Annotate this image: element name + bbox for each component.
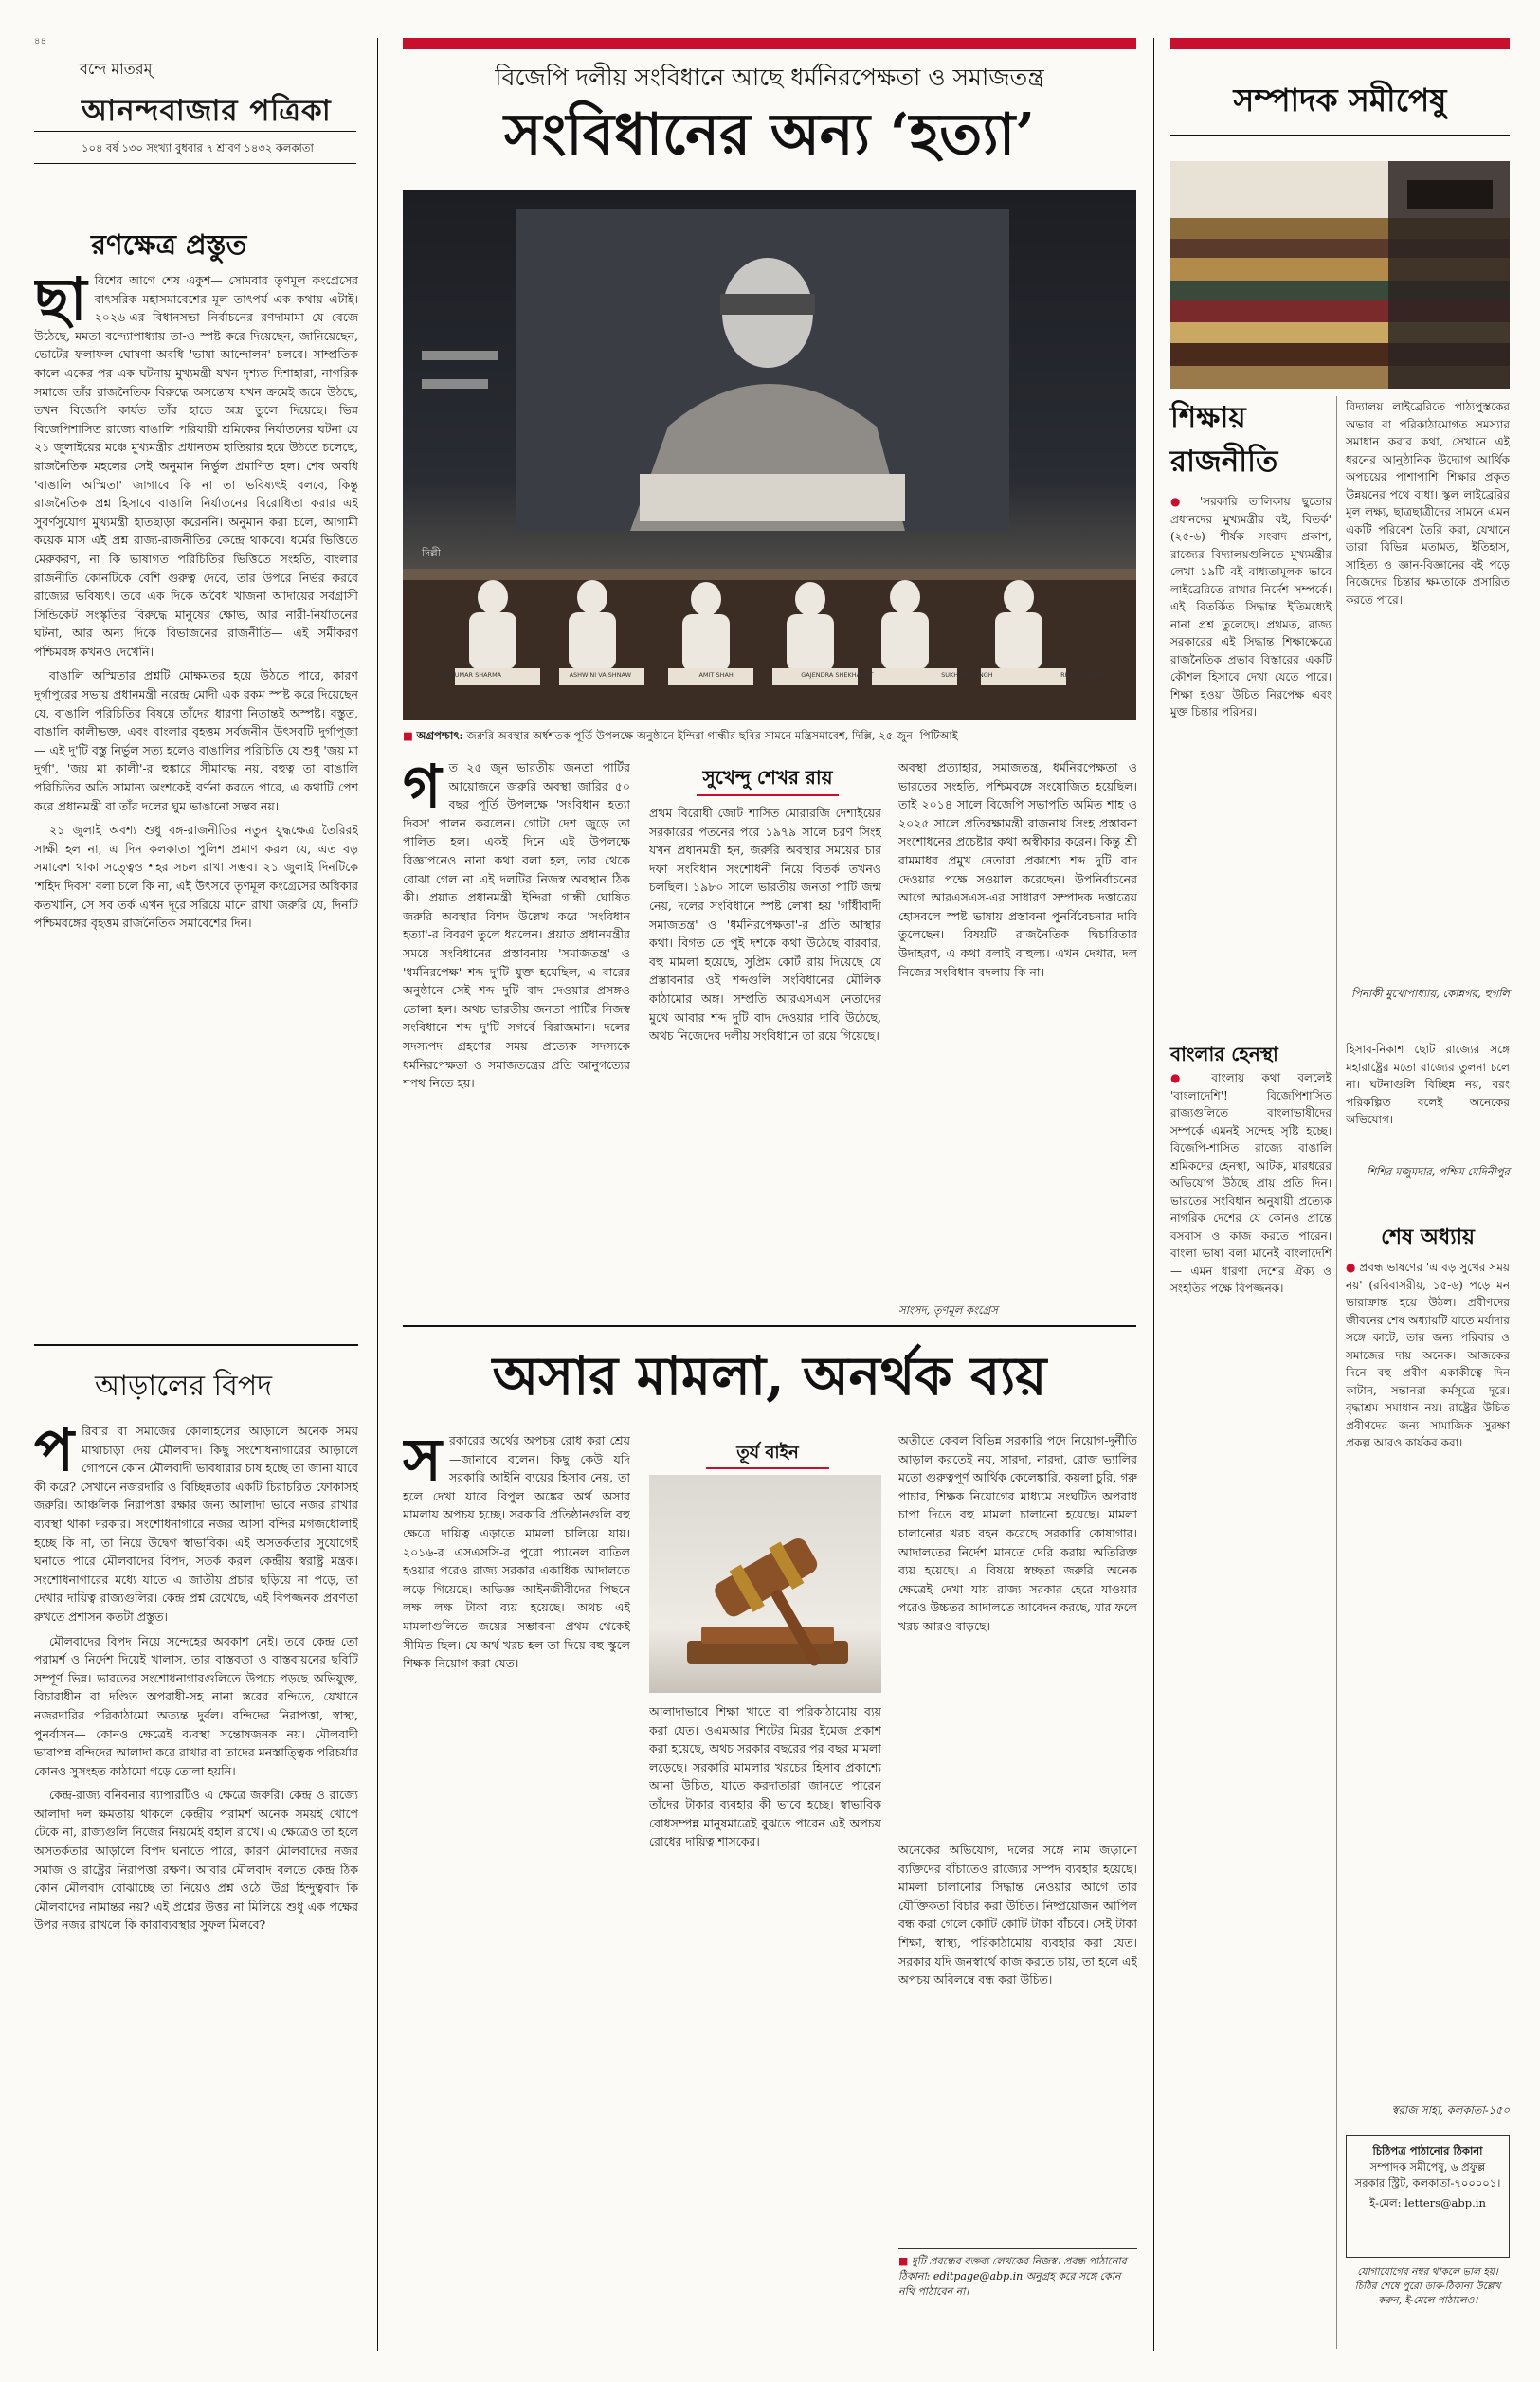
books-photo (1170, 161, 1510, 389)
editorial-1-paragraph: ২১ জুলাই অবশ্য শুধু বঙ্গ-রাজনীতির নতুন যুদ্ধক্ষেত্র তৈরিরই সাক্ষী হল না, এ দিন কলকাতা পুলিশ প্রমাণ করল যে, এত বড় সমাবেশ থাকা সত্ত্বেও শহর সচল রাখা সম্ভব। ২১ জুলাই দিনটিকে 'শহিদ দিবস' বলা চলে কি না, এই উৎসবে তৃণমূল কংগ্রেসের অধিকার কতখানি, সে সব তর্ক এখন দূরে সরিয়ে মানে রাখা জরুরি যে, দিনটি পশ্চিমবঙ্গের বৃহত্তম রাজনৈতিক সমাবেশের দিন। (34, 823, 358, 931)
masthead-rule (34, 131, 356, 132)
byline-rule (697, 794, 839, 796)
editorial-2-paragraph: কেন্দ্র-রাজ্য বনিবনার ব্যাপারটিও এ ক্ষেত্রে জরুরি। কেন্দ্র ও রাজ্যে আলাদা দল ক্ষমতায় থাকলে কেন্দ্রীয় পরামর্শ অনেক সময়ই খোপে টেকে না, রাজ্যগুলি নিজের নিয়মেই বহাল রাখে। এ ক্ষেত্রেও তা হলে অসতর্কতার আড়ালে বিপদ ঘনাতে পারে, কারণ মৌলবাদের নজর সমাজ ও রাষ্ট্রের নিরাপত্তা রক্ষণ। আবার মৌলবাদ বলতে কেন্দ্র ঠিক কোন মৌলবাদ বোঝাচ্ছে তা নিয়েও প্রশ্ন ওঠে। উগ্র হিন্দুত্ববাদ কি মৌলবাদের নামান্তর নয়? এই প্রশ্নের উত্তর না মিলিয়ে শুধু এক পক্ষের উপর নজর রাখলে কি কারাব্যবস্থার সুফল মিলবে? (34, 1788, 358, 1933)
second-byline-rule (706, 1467, 829, 1469)
address-label: চিঠিপত্র পাঠানোর ঠিকানা (1372, 2144, 1483, 2157)
editorial-2-body (34, 1422, 358, 2346)
lead-col-3 (898, 758, 1137, 1299)
address-email: ই-মেল: letters@abp.in (1369, 2196, 1486, 2209)
dais-nameplate: AMIT SHAH (698, 671, 734, 679)
lead-divider (403, 1325, 1136, 1327)
second-col-3-text: অতীতে কেবল বিভিন্ন সরকারি পদে নিয়োগ-দুর্নীতি আড়াল করতেই নয়, সারদা, নারদা, রোজ ভ্যালির মতো গুরুত্বপূর্ণ আর্থিক কেলেঙ্কারি, কয়লা চুরি, গরু পাচার, শিক্ষক নিয়োগের মাধ্যমে সংঘটিত অপরাধ চাপা দিতে বহু মামলা চালানো হয়েছে। মামলা চালানোর খরচ বহন করেছে সরকারি কোষাগার। আদালতের নির্দেশ মানতে দেরি করায় অতিরিক্ত ব্যয় হয়েছে। এ বিষয়ে স্বচ্ছতা জরুরি। অনেক ক্ষেত্রেই দেখা যায় রাজ্য সরকার হেরে যাওয়ার পরেও উচ্চতর আদালতে আবেদন করছে, যার ফলে খরচ আরও বাড়ছে। (898, 1433, 1137, 1633)
caption-label: অগ্রপশ্চাৎ: (416, 729, 463, 742)
letters-title-rule (1170, 135, 1510, 136)
editorial-2-title: আড়ালের বিপদ (95, 1370, 272, 1403)
gavel-photo (649, 1475, 881, 1693)
letter-1-title: শিক্ষায় রাজনীতি (1170, 401, 1278, 479)
second-col-4-text: অনেকের অভিযোগ, দলের সঙ্গে নাম জড়ানো ব্যক্তিদের বাঁচাতেও রাজ্যের সম্পদ ব্যবহার হয়েছে। মামলা চালানোর সিদ্ধান্ত নেওয়ার আগে তার যৌক্তিকতা বিচার করা উচিত। নিষ্প্রয়োজন আপিল বন্ধ করা গেলে কোটি কোটি টাকা বাঁচবে। সেই টাকা শিক্ষা, স্বাস্থ্য, পরিকাঠামোয় ব্যবহার করা যেত। সরকার যদি জনস্বার্থে কাজ করতে চায়, তা হলে এই অপচয় অবিলম্বে বন্ধ করা উচিত। (898, 1843, 1137, 1988)
address-note: যোগাযোগের নম্বর থাকলে ভাল হয়। চিঠির শেষে পুরো ডাক-ঠিকানা উল্লেখ করুন, ই-মেলে পাঠালেও। (1354, 2266, 1501, 2306)
editorial-divider (34, 1344, 358, 1346)
letter-bullet: ● (1170, 495, 1188, 508)
editorial-2-paragraph: রিবার বা সমাজের কোলাহলের আড়ালে অনেক সময় মাথাচাড়া দেয় মৌলবাদ। কিছু সংশোধনাগারের আড়ালে গোপনে কোন মৌলবাদী ভাবধারার চাষ হচ্ছে তা জানা যাবে কী করে? সেখানে নজরদারি ও বিচ্ছিন্নতার একটি চিরাচরিত ফোকাসই জরুরি। আঞ্চলিক নিরাপত্তা রক্ষার জন্য আলাদা ভাবে নজর রাখার ব্যবস্থা থাকা দরকার। সংশোধনাগারে নজর আসা বন্দির মগজধোলাই হচ্ছে কি না, তা নিয়ে উদ্বেগ স্বাভাবিক। এই অসতর্কতার সুযোগেই ঘনাতে পারে মৌলবাদের বিপদ, সতর্ক করল কেন্দ্রীয় স্বরাষ্ট্র মন্ত্রক। সংশোধনাগারের মধ্যে যাতে এ জাতীয় প্রচার ছড়িয়ে না পড়ে, তা দেখার দায়িত্ব রাজ্যগুলির। কেন্দ্র প্রশ্ন রেখেছে, এই বিপজ্জনক প্রবণতা রুখতে প্রশাসন কতটা প্রস্তুত। (34, 1424, 358, 1624)
caption-text: জরুরি অবস্থার অর্ধশতক পূর্তি উপলক্ষে অনুষ্ঠানে ইন্দিরা গান্ধীর ছবির সামনে মন্ত্রিসমাবেশ, দিল্লি, ২৫ জুন। পিটিআই (466, 729, 958, 742)
dais-nameplates (441, 671, 1104, 679)
letter-1-signature: পিনাকী মুখোপাধ্যায়, কোন্নগর, হুগলি (1350, 987, 1510, 1000)
column-divider-right (1153, 38, 1154, 2351)
editorial-1-paragraph: বিশের আগে শেষ একুশ— সোমবার তৃণমূল কংগ্রেসের বাৎসরিক মহাসমাবেশের মূল তাৎপর্য এক কথায় এটাই। ২০২৬-এর বিধানসভা নির্বাচনের রণদামামা যে বেজে উঠেছে, মমতা বন্দ্যোপাধ্যায় তা-ও স্পষ্ট করে দিয়েছেন, জানিয়েছেন, ভোটের ফলাফল ঘোষণা অবধি 'ভাষা আন্দোলন' চলবে। সাম্প্রতিক কালে একের পর এক ঘটনায় মুখ্যমন্ত্রী যখন দৃশ্যত দিশাহারা, নাগরিক সমাজে তাঁর রাজনৈতিক বিরুদ্ধে অসন্তোষ যখন ক্রমেই জমে উঠছে, তখন বিজেপি কার্যত তাঁর হাতে অস্ত্র তুলে দিয়েছে। ভিন্ন বিজেপিশাসিত রাজ্যে বাঙালি পরিযায়ী শ্রমিকের নির্যাতনের ঘটনা যে ২১ জুলাইয়ের মঞ্চে মুখ্যমন্ত্রীর প্রধানতম হাতিয়ার হয়ে উঠতে চলেছে, রাজনৈতিক মহলের সেই অনুমান নির্ভুল প্রমাণিত হল। শেষ অবধি 'বাঙালি অস্মিতা' জাগাবে কি না তা ভবিষ্যৎই বলবে, কিন্তু রাজনৈতিক প্রশ্ন হিসাবে বাঙালি নির্যাতনের বিরোধিতা করার এই সুবর্ণসুযোগ মুখ্যমন্ত্রী হাতছাড়া করেননি। অনুমান করা চলে, আগামী কয়েক মাস এই প্রশ্ন রাজ্য-রাজনীতির কেন্দ্রে থাকবে। ধর্মের ভিত্তিতে মেরুকরণ, না কি ভাষাগত পরিচিতির ভিত্তিতে সংহতি, বাংলার রাজনীতি কোনটিকে বেশি গুরুত্ব দেবে, তার উপরে নির্ভর করবে রাজ্যের ভবিষ্যৎ। তবে এক দিকে অবৈধ খাজনা আদায়ের সর্বগ্রাসী সিন্ডিকেট সংস্কৃতির বিরুদ্ধে মানুষের ক্ষোভ, আর নারী-নির্যাতনের ঘটনা, আর অন্য দিকে বিভাজনের রাজনীতি— এই সমীকরণ পশ্চিমবঙ্গ কখনও দেখেনি। (34, 273, 358, 659)
second-col-2 (649, 1702, 881, 2323)
letters-column-divider (1336, 396, 1337, 2349)
letter-1-body (1170, 493, 1332, 1028)
lead-headline: সংবিধানের অন্য ‘হত্যা’ (503, 101, 1036, 168)
caption-marker: ■ (403, 729, 417, 742)
letter-bullet: ● (1170, 1071, 1194, 1084)
editorial-1-body (34, 271, 358, 1342)
second-dropcap: স (403, 1431, 442, 1494)
lead-col-2-text: প্রথম বিরোধী জোট শাসিত মোরারজি দেশাইয়ের সরকারের পতনের পরে ১৯৭৯ সালে চরণ সিংহ যখন প্রধানমন্ত্রী হন, জরুরি অবস্থার সময়ের চার দফা সংবিধান সংশোধনী নিয়ে বিতর্ক তখনও চলছিল। ১৯৮০ সালে ভারতীয় জনতা পার্টি জন্ম নেয়, দলের সংবিধানে স্পষ্ট লেখা হয় 'গাঁধীবাদী সমাজতন্ত্র' ও 'ধর্মনিরপেক্ষতা'-র প্রতি আস্থার কথা। বিগত তে পুই দশকে কথা উঠেছে বারবার, বহু মামলা হয়েছে, সুপ্রিম কোর্ট রায় দিয়েছে যে প্রস্তাবনার ওই শব্দগুলি সংবিধানের মৌলিক কাঠামোর অঙ্গ। সম্প্রতি আরএসএস নেতাদের মুখে আবার শব্দ দুটি বাদ দেওয়ার দাবি উঠেছে, অথচ নিজেদের দলীয় সংবিধানে তা রয়ে গিয়েছে। (649, 806, 881, 1044)
second-col-1 (403, 1431, 630, 2322)
letter-1-body-cont (1346, 398, 1510, 981)
letter-3-text: প্রবন্ধ ভাষণের 'এ বড় সুখের সময় নয়' (রবিবাসরীয়, ১৫-৬) পড়ে মন ভারাক্রান্ত হয়ে উঠল। প্রবীণদের জীবনের শেষ অধ্যায়টি যাতে মর্যাদার সঙ্গে কাটে, তার জন্য পরিবার ও সমাজের দায় অনেক। আজকের দিনে বহু প্রবীণ একাকীত্বে দিন কাটান, সন্তানরা কর্মসূত্রে দূরে। বৃদ্ধাশ্রম সমাধান নয়। রাষ্ট্রের উচিত প্রবীণদের জন্য সামাজিক সুরক্ষা প্রকল্প আরও কার্যকর করা। (1346, 1261, 1510, 1449)
dais-nameplate: SUKHDEV SINGH (941, 671, 993, 679)
editorial-title: রণক্ষেত্র প্রস্তুত (91, 228, 247, 261)
second-byline: তূর্য বাইন (736, 1443, 799, 1463)
editorial-2-dropcap: প (34, 1422, 75, 1484)
letters-section-title: সম্পাদক সমীপেষু (1233, 82, 1447, 118)
letter-2-title: বাংলার হেনস্থা (1170, 1043, 1278, 1065)
lead-col-1-text: ত ২৫ জুন ভারতীয় জনতা পার্টির আয়োজনে জরুরি অবস্থা জারির ৫০ বছর পূর্তি উপলক্ষে 'সংবিধান হত্যা দিবস' পালন করলেন। গোটা দেশ জুড়ে তা পালিত হল। একই দিনে এই উপলক্ষে বিজ্ঞাপনেও নানা কথা বলা হল, তার থেকে বোঝা গেল না এই দলটির নিজস্ব অবস্থান ঠিক কী। প্রয়াত প্রধানমন্ত্রী ইন্দিরা গান্ধী ঘোষিত জরুরি অবস্থার বিশদ উল্লেখ করে 'সংবিধান হত্যা'-র বিবরণ তুলে ধরলেন। প্রয়াত প্রধানমন্ত্রীর সময়ে সংবিধানের প্রস্তাবনায় 'সমাজতন্ত্র' ও 'ধর্মনিরপেক্ষ' শব্দ দু'টি যুক্ত হয়েছিল, এ বারের অনুষ্ঠানে সেই শব্দ দুটি বাদ দেওয়ার প্রসঙ্গও তোলা হল। অথচ ভারতীয় জনতা পার্টির নিজস্ব সংবিধানে শব্দ দু'টি সগর্বে বিরাজমান। দলের সদস্যপদ গ্রহণের সময় প্রত্যেক সদস্যকে ধর্মনিরপেক্ষতা ও সমাজতন্ত্রের প্রতি আনুগত্যের শপথ নিতে হয়। (403, 760, 630, 1091)
column-divider-left (377, 38, 378, 2351)
editorial-1-paragraph: বাঙালি অস্মিতার প্রশ্নটি মোক্ষমতর হয়ে উঠতে পারে, কারণ দুর্গাপুরের সভায় প্রধানমন্ত্রী নরেন্দ্র মোদী এক রকম স্পষ্ট করে দিয়েছেন যে, বাঙালি পরিচিতির বিষয়ে তাঁদের ধারণা নিতান্তই অস্পষ্ট। বস্তুত, বাঙালি কালীভক্ত, এবং বাংলার বৃহত্তম সর্বজনীন উৎসবটি দুর্গাপূজা— এই দু'টি বস্তু নির্ভুল সত্য হলেও বাঙালির পরিচিতি যে শুধু 'জয় মা দুর্গা', 'জয় মা কালী'-র হুঙ্কারে সীমাবদ্ধ নয়, বহুত্ব তা বাঙালি পরিচিতির অতি সামান্য অংশকেই বর্ণনা করতে পারে, এ কথাটি পেশ করে প্রধানমন্ত্রী বা তাঁর দলের ঘুম ভাঙানো সম্ভব নয়। (34, 668, 358, 813)
footer-note-text: দুটি প্রবন্ধের বক্তব্য লেখকের নিজস্ব। প্রবন্ধ পাঠানোর ঠিকানা: editpage@abp.in অনুগ্রহ করে সঙ্গে কোন নথি পাঠাবেন না। (898, 2255, 1127, 2298)
footer-note-marker: ■ (898, 2255, 912, 2267)
lead-col-1 (403, 758, 630, 1318)
second-col-3 (898, 1431, 1137, 1834)
second-col-1-text: রকারের অর্থের অপচয় রোধ করা শ্রেয়—জানাবে বলেন। কিছু কেউ যদি সরকারি আইনি ব্যয়ের হিসাব নেয়, তা হলে দেখা যাবে বিপুল অঙ্কের অর্থ অসার মামলায় অপচয় হচ্ছে। সরকারি প্রতিষ্ঠানগুলি বহু ক্ষেত্রে দায়িত্ব এড়াতে মামলা চালিয়ে যায়। ২০১৬-র এসএসসি-র পুরো প্যানেল বাতিল হওয়ার পরেও রাজ্য সরকার একাধিক আদালতে লড়ে গিয়েছে। অভিজ্ঞ আইনজীবীদের পিছনে লক্ষ লক্ষ টাকা ব্যয় হয়েছে। অথচ এই মামলাগুলিতে জয়ের সম্ভাবনা প্রথম থেকেই সীমিত ছিল। যে অর্থ খরচ হল তা দিয়ে বহু স্কুলে শিক্ষক নিয়োগ করা যেত। (403, 1433, 630, 1671)
lead-kicker: বিজেপি দলীয় সংবিধানে আছে ধর্মনিরপেক্ষতা ও সমাজতন্ত্র (495, 64, 1044, 91)
letter-bullet: ● (1346, 1261, 1356, 1274)
letter-2-body (1170, 1069, 1332, 2055)
letters-address-box (1346, 2135, 1510, 2258)
letter-2-text: বাংলায় কথা বললেই 'বাংলাদেশি'! বিজেপিশাসিত রাজ্যগুলিতে বাংলাভাষীদের সম্পর্কে এমনই সন্দেহ সৃষ্টি হচ্ছে। বিজেপি-শাসিত রাজ্যে বাঙালি শ্রমিকদের হেনস্থা, আটক, মারধরের অভিযোগ উঠছে প্রায় প্রতি দিন। ভারতের সংবিধান অনুযায়ী প্রত্যেক নাগরিক দেশের যে কোনও প্রান্তে বসবাস ও কাজ করতে পারেন। বাংলা ভাষা বলা মানেই বাংলাদেশি— এমন ধারণা দেশের ঐক্য ও সংহতির পক্ষে বিপজ্জনক। (1170, 1071, 1332, 1295)
letter-3-signature: স্বরাজ সাহা, কলকাতা-১৫০ (1391, 2103, 1510, 2117)
letter-1-text: 'সরকারি তালিকায় ছুতোর প্রধানদের মুখ্যমন্ত্রীর বই, বিতর্ক' (২৫-৬) শীর্ষক সংবাদ প্রকাশ, রাজ্যের বিদ্যালয়গুলিতে মুখ্যমন্ত্রীর লেখা ১৯টি বই বাধ্যতামূলক ভাবে লাইব্রেরিতে রাখার নির্দেশ সম্পর্কে। এই বিতর্কিত সিদ্ধান্ত ইতিমধ্যেই নানা প্রশ্ন তুলেছে। প্রথমত, রাজ্য সরকারের এই সিদ্ধান্ত শিক্ষাক্ষেত্রে রাজনৈতিক প্রভাব বিস্তারের একটি কৌশল হিসাবে দেখা যেতে পারে। শিক্ষা হওয়া উচিত নিরপেক্ষ এবং মুক্ত চিন্তার পরিসর। (1170, 495, 1332, 718)
letter-3-body (1346, 1259, 1510, 2093)
address-text: সম্পাদক সমীপেষু, ৬ প্রফুল্ল সরকার স্ট্রিট, কলকাতা-৭০০০০১। (1354, 2160, 1501, 2190)
second-col-2-text: আলাদাভাবে শিক্ষা খাতে বা পরিকাঠামোয় ব্যয় করা যেত। ওএমআর শিটের মিরর ইমেজ প্রকাশ করা হয়েছে, অথচ সরকার বছরের পর বছর মামলা লড়েছে। সরকারি মামলার খরচের হিসাব প্রকাশ্যে আনা উচিত, যাতে করদাতারা জানতে পারেন তাঁদের টাকার ব্যবহার কী ভাবে হচ্ছে। স্বাভাবিক বোধসম্পন্ন মানুষমাত্রেই বুঝতে পারেন এই অপচয় রোধের দায়িত্ব শাসকের। (649, 1704, 881, 1849)
editorial-2-paragraph: মৌলবাদের বিপদ নিয়ে সন্দেহের অবকাশ নেই। তবে কেন্দ্র তো পরামর্শ ও নির্দেশ দিয়েই খালাস, তার বাস্তবতা ও বাস্তবায়নের ছবিটি সম্পূর্ণ ভিন্ন। ভারতের সংশোধনাগারগুলিতে উপচে পড়ছে অভিযুক্ত, বিচারাধীন বা দণ্ডিত অপরাধী-সহ নানা স্তরের বন্দিতে, যেখানে নজরদারির পরিকাঠামো অত্যন্ত দুর্বল। বন্দিদের নিরাপত্তা, স্বাস্থ্য, পুনর্বাসন— কোনও ক্ষেত্রেই ব্যবস্থা সন্তোষজনক নয়। মৌলবাদী ভাবাপন্ন বন্দিদের আলাদা করে রাখার বা তাদের মনস্তাত্ত্বিক পরিচর্যার কোনও সুসংহত কাঠামো গড়ে তোলা হয়নি। (34, 1633, 358, 1778)
dais-nameplate: RAJKUMAR SHARMA (441, 671, 502, 679)
masthead-name: আনন্দবাজার পত্রিকা (82, 94, 332, 128)
lead-col-3-text: অবস্থা প্রত্যাহার, সমাজতন্ত্র, ধর্মনিরপেক্ষতা ও ভারতের সংহতি, পশ্চিমবঙ্গে সংযোজিত হয়েছিল। তাই ২০১৪ সালে বিজেপি সভাপতি অমিত শাহ ও ২০২৫ সালে প্রতিরক্ষামন্ত্রী রাজনাথ সিংহ প্রস্তাবনা সংশোধনের প্রচেষ্টার কথা অস্বীকার করেন। কিন্তু শ্রী রামমাধব প্রমুখ নেতারা প্রকাশ্যে শব্দ দুটি বাদ দেওয়ার পক্ষে সওয়াল করেছেন। উপনির্বাচনের আগে আরএসএস-এর সাধারণ সম্পাদক দত্তাত্রেয় হোসবলে স্পষ্ট ভাষায় প্রস্তাবনা পুনর্বিবেচনার দাবি তুলেছেন। বিষয়টি রাজনৈতিক দ্বিচারিতার উদাহরণ, এ কথা বলাই বাহুল্য। এখন দেখার, দল নিজের সংবিধান বদলায় কি না। (898, 760, 1137, 979)
masthead-dateline: ১০৪ বর্ষ ১৩০ সংখ্যা বুধবার ৭ শ্রাবণ ১৪৩২ কলকাতা (82, 141, 314, 155)
second-col-4 (898, 1841, 1137, 2239)
second-footer-note (898, 2254, 1137, 2300)
lead-photo (403, 190, 1136, 720)
dais-nameplate: ASHWINI VAISHNAW (569, 671, 632, 679)
masthead (34, 57, 356, 194)
lead-dropcap: গ (403, 758, 442, 821)
dais-nameplate: REKHA GUPTA (1060, 671, 1104, 679)
lead-signature: সাংসদ, তৃণমূল কংগ্রেস (898, 1303, 998, 1317)
letter-2-text-cont: হিসাব-নিকাশ ছোট রাজ্যের সঙ্গে মহারাষ্ট্রের মতো রাজ্যের তুলনা চলে না। ঘটনাগুলি বিচ্ছিন্ন নয়, বরং পরিকল্পিত বলেই অনেকের অভিযোগ। (1346, 1043, 1510, 1126)
letter-2-signature: শিশির মজুমদার, পশ্চিম মেদিনীপুর (1366, 1165, 1510, 1178)
masthead-rule-bottom (34, 163, 356, 164)
letters-bar (1170, 38, 1510, 49)
second-headline: অসার মামলা, অনর্থক ব্যয় (492, 1345, 1047, 1408)
masthead-motto: বন্দে মাতরম্‌ (80, 60, 153, 78)
dais-nameplate: GAJENDRA SHEKHAWAT (801, 671, 874, 679)
letter-2-body-cont (1346, 1041, 1510, 1159)
letter-3-title: শেষ অধ্যায় (1381, 1225, 1475, 1249)
lead-byline: সুখেন্দু শেখর রায় (702, 766, 833, 789)
lead-col-2 (649, 804, 881, 1318)
editorial-1-dropcap: ছা (34, 271, 87, 334)
photo-backdrop-label: দিল্লী (422, 547, 441, 559)
lead-kicker-bar (403, 38, 1136, 49)
footer-note-rule (898, 2248, 1137, 2249)
letter-1-text-cont: বিদ্যালয় লাইব্রেরিতে পাঠ্যপুস্তকের অভাব বা পরিকাঠামোগত সমস্যার সমাধান করার কথা, সেখানে এই ধরনের আনুষ্ঠানিক উদ্যোগ আর্থিক অপচয়ের পাশাপাশি শিক্ষার প্রকৃত উন্নয়নের পথে বাধা। স্কুল লাইব্রেরির মূল লক্ষ্য, ছাত্রছাত্রীদের সামনে এমন একটি পরিবেশ তৈরি করা, যেখানে তারা বিভিন্ন মতামত, ইতিহাস, সাহিত্য ও জ্ঞান-বিজ্ঞানের বই পড়ে নিজেদের চিন্তার ক্ষমতাকে প্রসারিত করতে পারে। (1346, 400, 1510, 607)
page-folio: ৪৪ (34, 36, 46, 46)
lead-photo-caption (403, 728, 1136, 743)
